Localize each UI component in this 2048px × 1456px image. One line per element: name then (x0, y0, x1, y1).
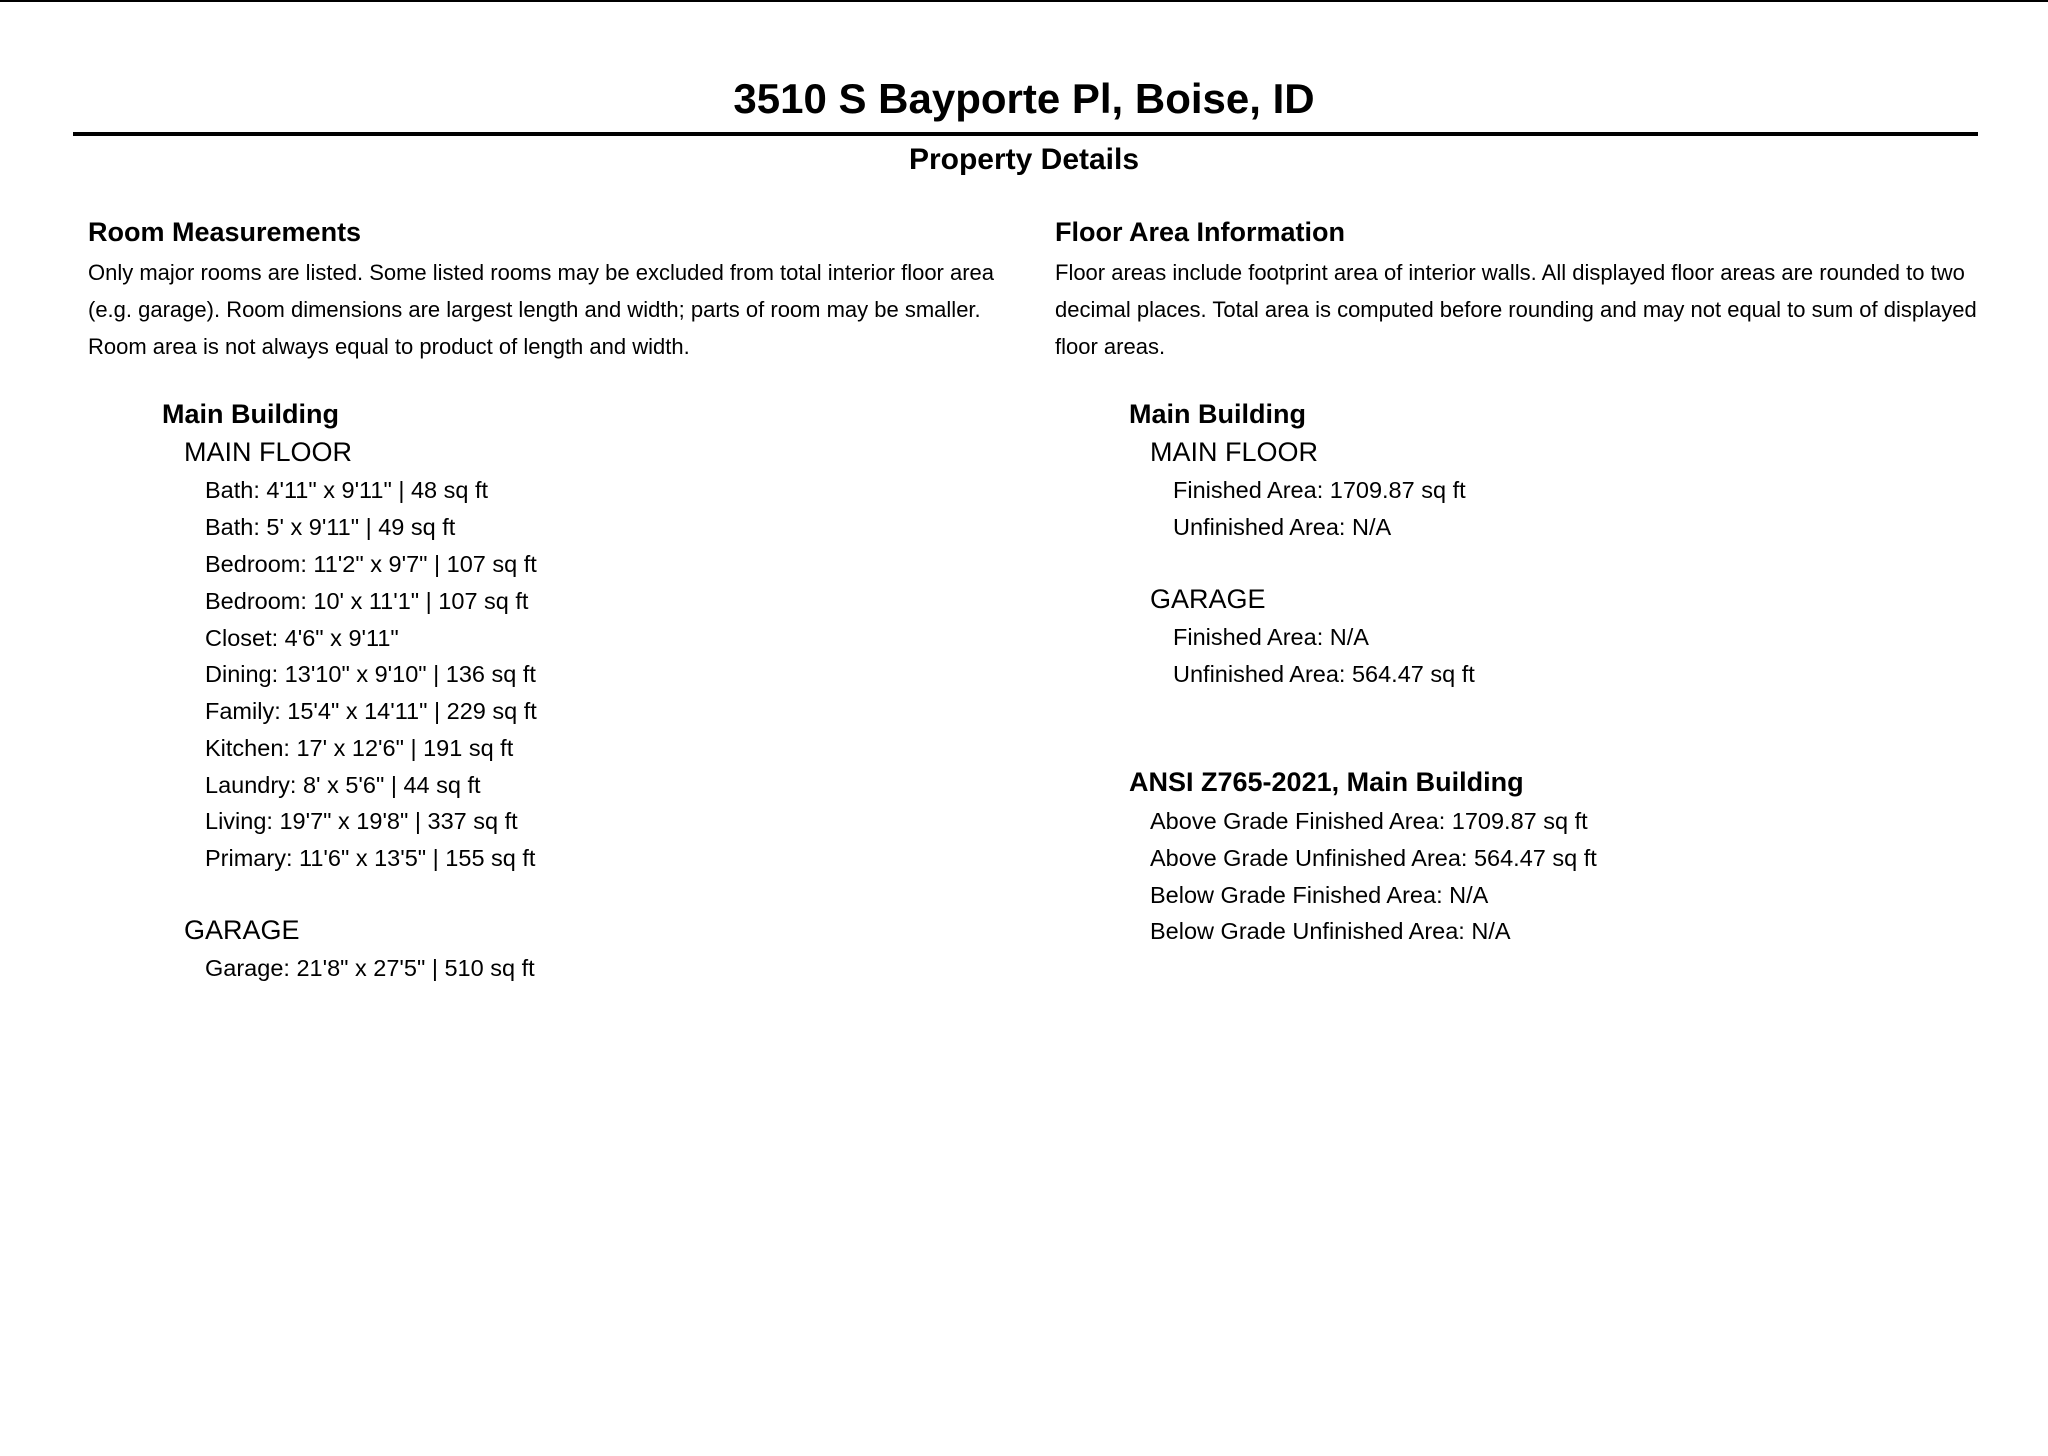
room-line: Bedroom: 10' x 11'1" | 107 sq ft (205, 588, 529, 614)
room-floor-label-main: MAIN FLOOR (184, 437, 353, 467)
room-measurements-heading: Room Measurements (88, 217, 362, 247)
room-line: Primary: 11'6" x 13'5" | 155 sq ft (205, 845, 536, 871)
room-measurements-section (88, 216, 1008, 365)
room-line: Garage: 21'8" x 27'5" | 510 sq ft (205, 955, 535, 981)
floor-area-note: Floor areas include footprint area of interior walls. All displayed floor areas are rounded to two decimal places. Total area is computed before rounding and may not equal to sum of displayed floor areas. (1055, 260, 1977, 359)
floor-area-section (1055, 216, 1990, 365)
floor-area-building-heading: Main Building (1129, 399, 1306, 429)
title-divider (73, 132, 1978, 136)
room-line: Kitchen: 17' x 12'6" | 191 sq ft (205, 735, 514, 761)
ansi-line: Below Grade Unfinished Area: N/A (1150, 918, 1511, 944)
floor-area-heading: Floor Area Information (1055, 217, 1346, 247)
room-line: Family: 15'4" x 14'11" | 229 sq ft (205, 698, 537, 724)
room-line: Bath: 5' x 9'11" | 49 sq ft (205, 514, 456, 540)
page-title: 3510 S Bayporte Pl, Boise, ID (733, 75, 1315, 122)
floor-area-line: Finished Area: 1709.87 sq ft (1173, 477, 1466, 503)
ansi-line: Above Grade Unfinished Area: 564.47 sq ft (1150, 845, 1597, 871)
ansi-heading: ANSI Z765-2021, Main Building (1129, 767, 1524, 797)
room-line: Bedroom: 11'2" x 9'7" | 107 sq ft (205, 551, 537, 577)
room-line: Bath: 4'11" x 9'11" | 48 sq ft (205, 477, 489, 503)
room-line: Laundry: 8' x 5'6" | 44 sq ft (205, 772, 481, 798)
ansi-line: Below Grade Finished Area: N/A (1150, 882, 1489, 908)
room-line: Dining: 13'10" x 9'10" | 136 sq ft (205, 661, 536, 687)
top-border (0, 0, 2048, 2)
room-measurements-note: Only major rooms are listed. Some listed rooms may be excluded from total interior floor area (e.g. garage). Room dimensions are largest length and width; parts of room may be smaller. Room area is not always equal to product of length and width. (88, 260, 995, 359)
room-building-heading: Main Building (162, 399, 339, 429)
page-subtitle: Property Details (908, 143, 1140, 176)
ansi-line: Above Grade Finished Area: 1709.87 sq ft (1150, 808, 1588, 834)
floor-area-line: Unfinished Area: 564.47 sq ft (1173, 661, 1475, 687)
room-line: Closet: 4'6" x 9'11" (205, 625, 399, 651)
floor-area-line: Unfinished Area: N/A (1173, 514, 1392, 540)
floor-area-label-main: MAIN FLOOR (1150, 437, 1319, 467)
room-line: Living: 19'7" x 19'8" | 337 sq ft (205, 808, 518, 834)
floor-area-label-garage: GARAGE (1150, 584, 1266, 614)
room-floor-label-garage: GARAGE (184, 915, 300, 945)
floor-area-line: Finished Area: N/A (1173, 624, 1369, 650)
